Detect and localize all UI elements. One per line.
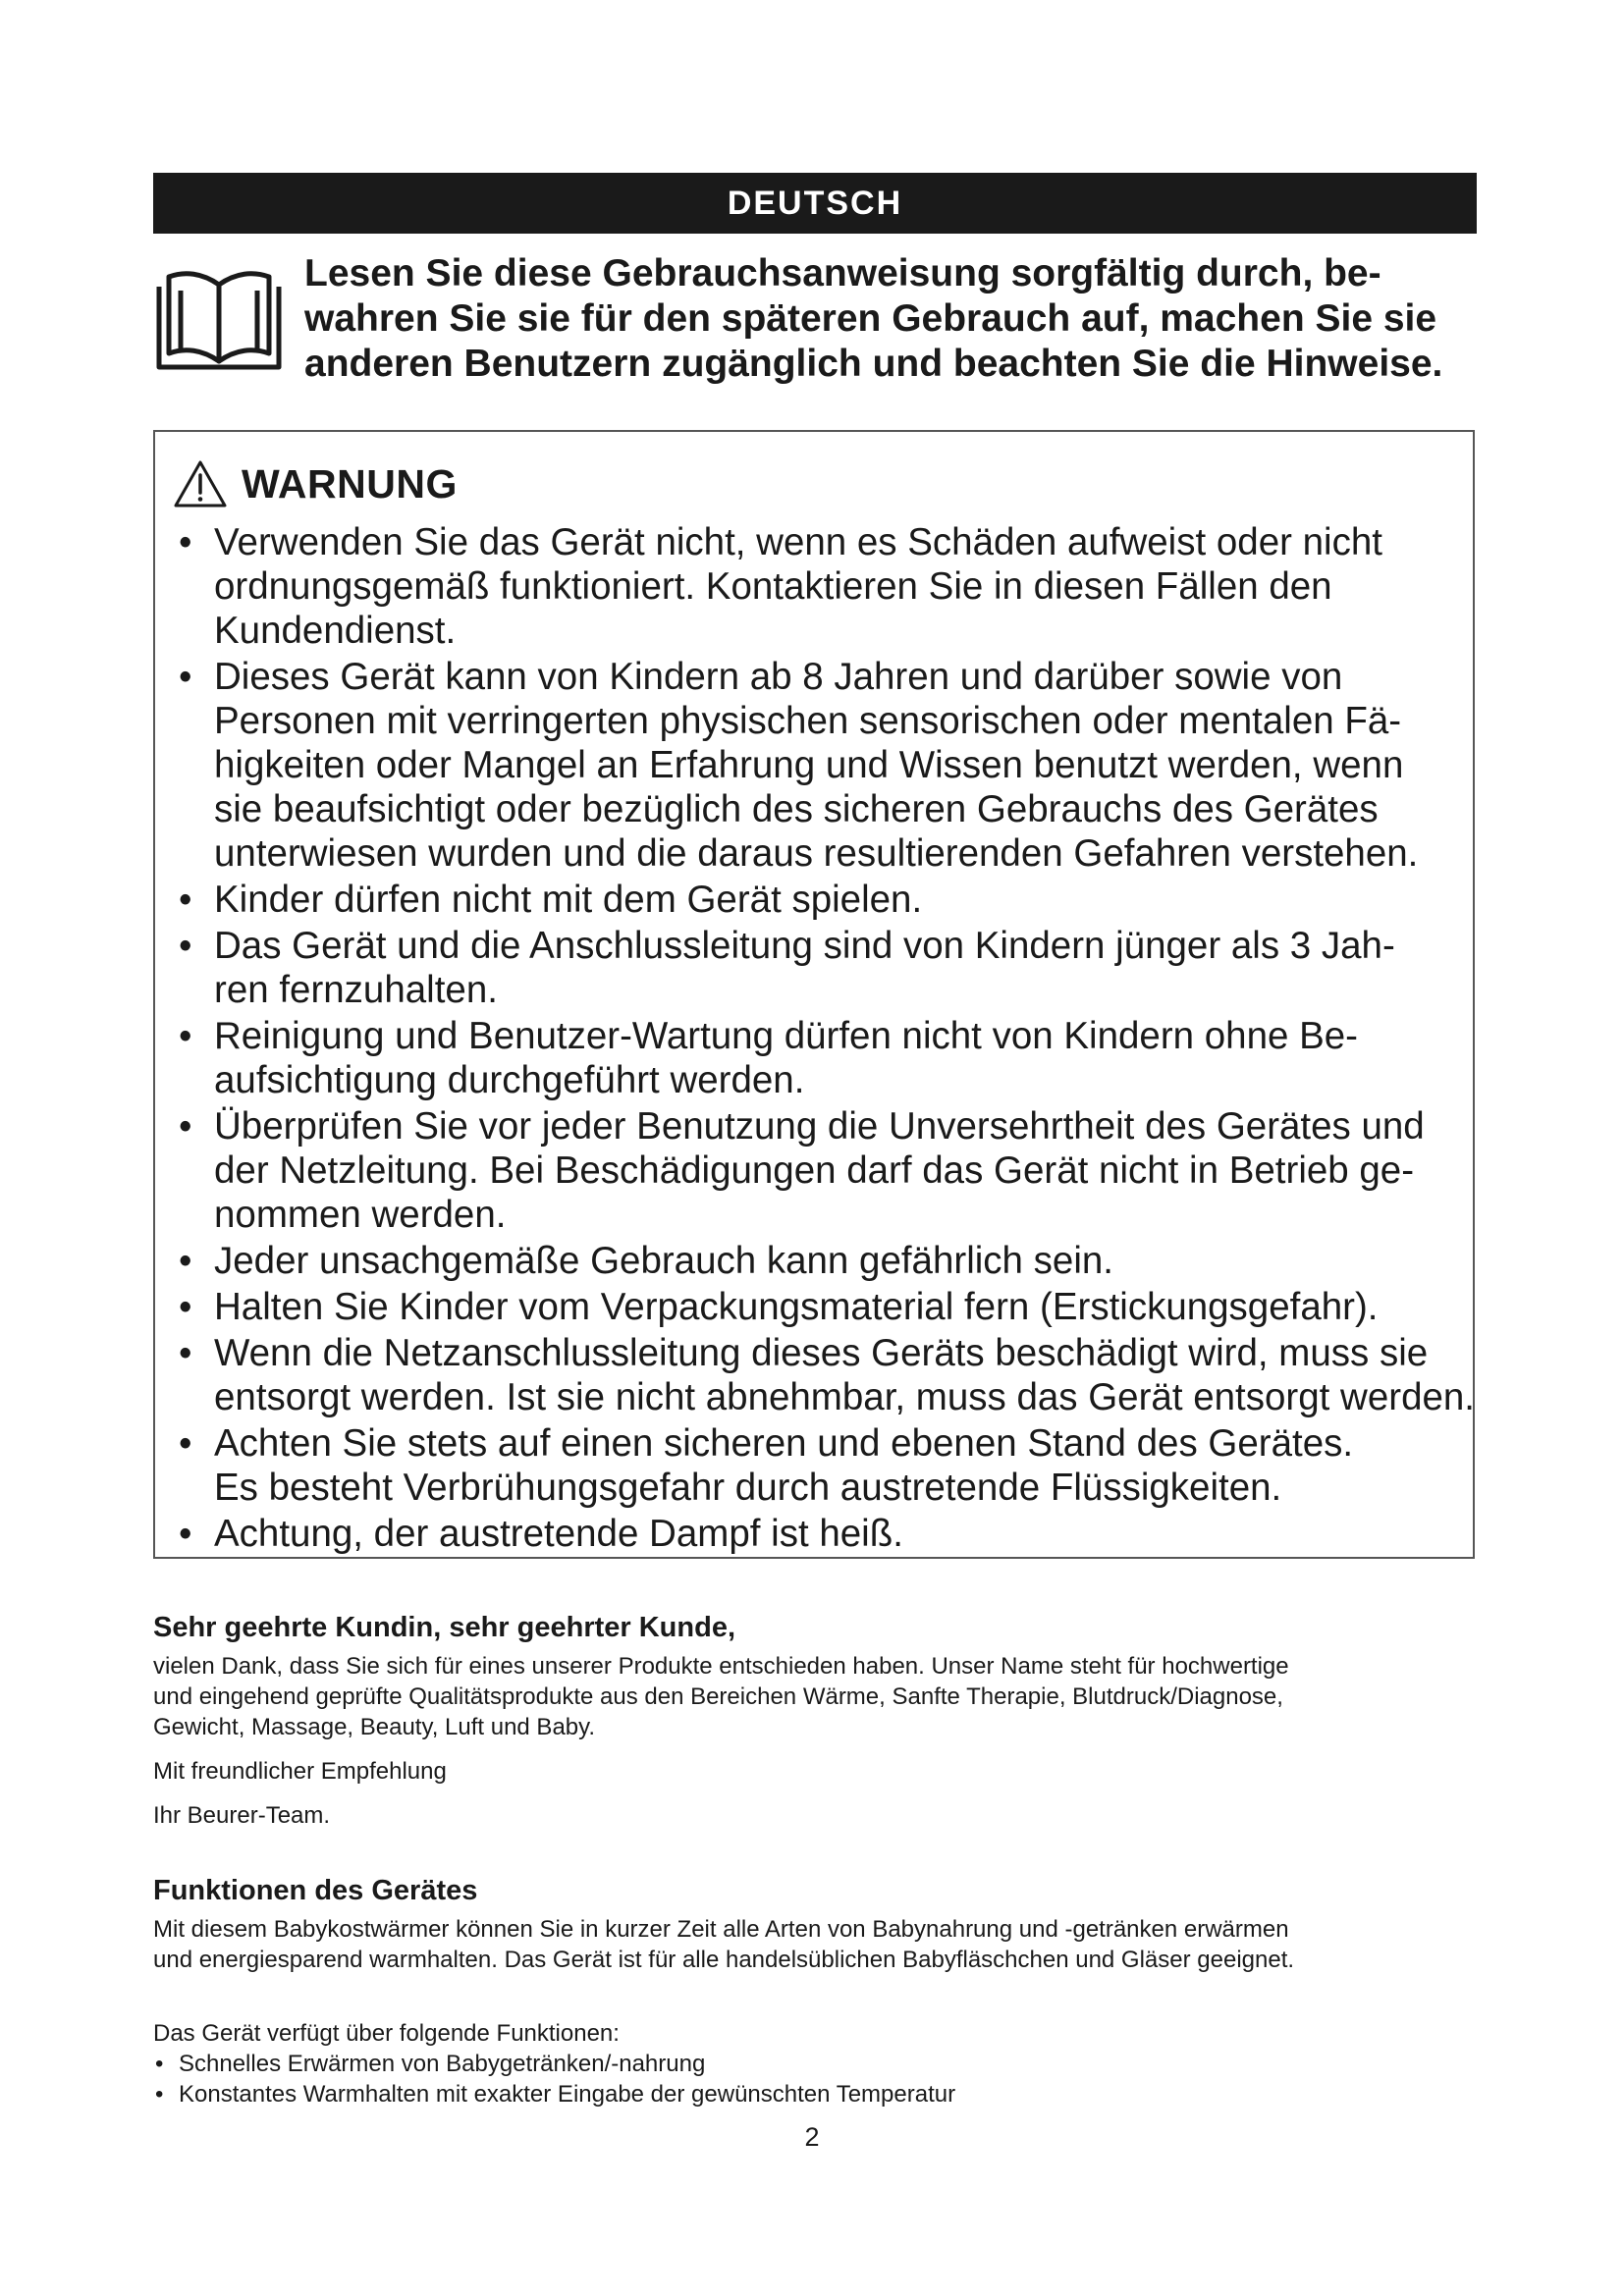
warning-line: Wenn die Netzanschlussleitung dieses Geräts beschädigt wird, muss sie (214, 1332, 1429, 1374)
warning-line: ren fernzuhalten. (214, 969, 498, 1011)
warning-line: Halten Sie Kinder vom Verpackungsmaterial fern (Erstickungsgefahr). (214, 1286, 1379, 1328)
greeting-line: Gewicht, Massage, Beauty, Luft und Baby. (153, 1714, 596, 1740)
warning-line: Kundendienst. (214, 610, 457, 652)
list-item (153, 2049, 1489, 2079)
list-item (173, 924, 1469, 1012)
page-number: 2 (804, 2122, 820, 2152)
warning-line: entsorgt werden. Ist sie nicht abnehmbar, muss das Gerät entsorgt werden. (214, 1376, 1475, 1418)
warning-line: Achtung, der austretende Dampf ist heiß. (214, 1513, 903, 1555)
greeting-title: Sehr geehrte Kundin, sehr geehrter Kunde, (153, 1612, 735, 1643)
warning-line: Es besteht Verbrühungsgefahr durch austretende Flüssigkeiten. (214, 1467, 1282, 1509)
list-item (173, 1104, 1469, 1237)
list-item (153, 2079, 1489, 2109)
warning-line: ordnungsgemäß funktioniert. Kontaktieren Sie in diesen Fällen den (214, 565, 1332, 608)
closing-text (153, 1756, 1489, 1787)
functions-list-intro: Das Gerät verfügt über folgende Funktionen: (153, 2020, 620, 2047)
function-item: Schnelles Erwärmen von Babygetränken/-nahrung (179, 2051, 706, 2077)
greeting-line: und eingehend geprüfte Qualitätsprodukte aus den Bereichen Wärme, Sanfte Therapie, Blutdruck/Diagnose, (153, 1683, 1283, 1710)
warning-line: nommen werden. (214, 1194, 507, 1236)
intro-line: Lesen Sie diese Gebrauchsanweisung sorgfältig durch, be- (304, 252, 1381, 294)
language-header: DEUTSCH (153, 173, 1477, 234)
warning-list (173, 520, 1475, 1558)
bullet: • (179, 1105, 192, 1148)
list-item (173, 1512, 1469, 1556)
intro-line: anderen Benutzern zugänglich und beachten Sie die Hinweise. (304, 343, 1443, 385)
list-item (173, 878, 1469, 922)
warning-line: Reinigung und Benutzer-Wartung dürfen nicht von Kindern ohne Be- (214, 1015, 1359, 1057)
warning-line: Verwenden Sie das Gerät nicht, wenn es Schäden aufweist oder nicht (214, 521, 1382, 563)
warning-line: Personen mit verringerten physischen sensorischen oder mentalen Fä- (214, 700, 1402, 742)
warning-header (173, 455, 458, 512)
list-item (173, 655, 1469, 876)
bullet: • (179, 1240, 192, 1282)
bullet: • (179, 925, 192, 967)
bullet: • (179, 1332, 192, 1374)
intro-line: wahren Sie sie für den späteren Gebrauch auf, machen Sie sie (304, 297, 1437, 340)
warning-line: der Netzleitung. Bei Beschädigungen darf das Gerät nicht in Betrieb ge- (214, 1149, 1415, 1192)
warning-line: Achten Sie stets auf einen sicheren und ebenen Stand des Gerätes. (214, 1422, 1354, 1465)
bullet: • (155, 2081, 164, 2108)
functions-line: Mit diesem Babykostwärmer können Sie in kurzer Zeit alle Arten von Babynahrung und -getränken erwärmen (153, 1916, 1289, 1943)
warning-line: Dieses Gerät kann von Kindern ab 8 Jahren und darüber sowie von (214, 656, 1343, 698)
warning-line: Das Gerät und die Anschlussleitung sind von Kindern jünger als 3 Jah- (214, 925, 1395, 967)
warning-line: Jeder unsachgemäße Gebrauch kann gefährlich sein. (214, 1240, 1113, 1282)
list-item (173, 520, 1469, 653)
warning-triangle-icon (173, 459, 228, 508)
warning-line: Überprüfen Sie vor jeder Benutzung die Unversehrtheit des Gerätes und (214, 1105, 1425, 1148)
signature-line: Ihr Beurer-Team. (153, 1802, 331, 1829)
closing-line: Mit freundlicher Empfehlung (153, 1758, 447, 1785)
bullet: • (179, 521, 192, 563)
greeting-section (153, 1610, 1489, 1844)
greeting-line: vielen Dank, dass Sie sich für eines unserer Produkte entschieden haben. Unser Name steht für hochwertige (153, 1653, 1289, 1680)
list-item (173, 1014, 1469, 1102)
warning-line: higkeiten oder Mangel an Erfahrung und Wissen benutzt werden, wenn (214, 744, 1404, 786)
list-item (173, 1239, 1469, 1283)
bullet: • (155, 2051, 164, 2077)
warning-line: Kinder dürfen nicht mit dem Gerät spielen. (214, 879, 923, 921)
function-item: Konstantes Warmhalten mit exakter Eingabe der gewünschten Temperatur (179, 2081, 956, 2108)
greeting-paragraph (153, 1651, 1489, 1742)
signature-text (153, 1800, 1489, 1831)
functions-paragraph (153, 1914, 1489, 1975)
bullet: • (179, 879, 192, 921)
warning-line: unterwiesen wurden und die daraus resultierenden Gefahren verstehen. (214, 832, 1419, 875)
list-item (173, 1331, 1475, 1419)
warning-line: aufsichtigung durchgeführt werden. (214, 1059, 805, 1101)
functions-line: und energiesparend warmhalten. Das Gerät ist für alle handelsüblichen Babyfläschchen und Gläser geeignet. (153, 1947, 1295, 1973)
functions-section (153, 1873, 1489, 2109)
bullet: • (179, 1015, 192, 1057)
intro-text (304, 251, 1483, 387)
list-item (173, 1285, 1469, 1329)
bullet: • (179, 1286, 192, 1328)
bullet: • (179, 656, 192, 698)
warning-title: WARNUNG (242, 460, 458, 507)
functions-title: Funktionen des Gerätes (153, 1875, 478, 1906)
bullet: • (179, 1422, 192, 1465)
warning-box (153, 430, 1475, 1559)
book-icon (155, 257, 283, 373)
list-item (173, 1421, 1469, 1510)
functions-list (153, 2049, 1489, 2109)
bullet: • (179, 1513, 192, 1555)
warning-line: sie beaufsichtigt oder bezüglich des sicheren Gebrauchs des Gerätes (214, 788, 1379, 830)
